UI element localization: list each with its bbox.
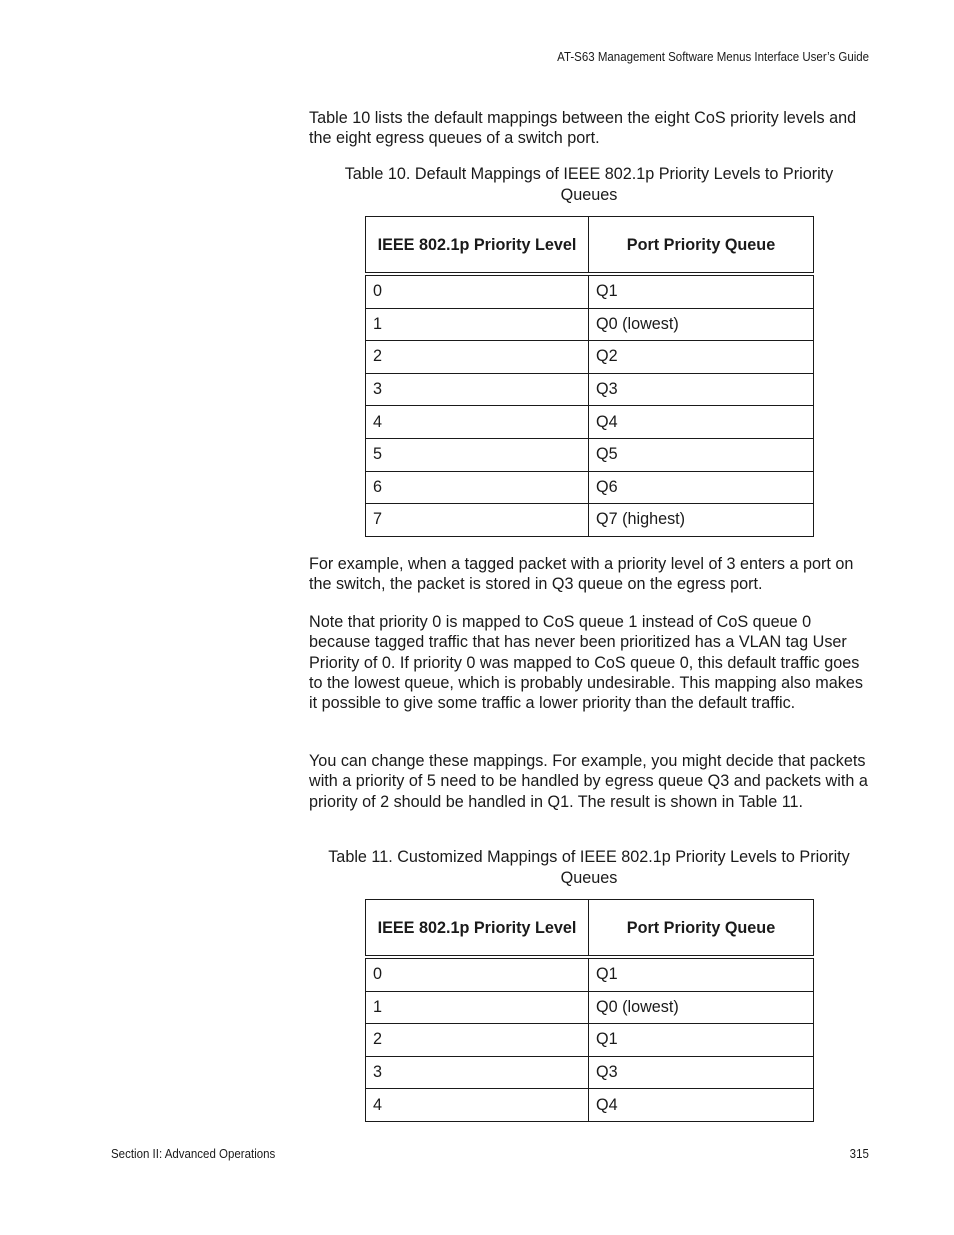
queue-cell: Q1 [589, 957, 814, 991]
queue-cell: Q2 [589, 341, 814, 374]
footer-page-number: 315 [849, 1147, 869, 1161]
queue-cell: Q1 [589, 274, 814, 308]
note-paragraph: Note that priority 0 is mapped to CoS queue 1 instead of CoS queue 0 because tagged traffic that has never been prioritized has a VLAN tag User Priority of 0. If priority 0 was mapped to CoS queue 0, this default traffic goes to the lowest queue, which is probably undesirable. This mapping also makes it possible to give some traffic a lower priority than the default traffic. [309, 613, 863, 713]
priority-level-cell: 1 [366, 991, 589, 1024]
header-port-priority-queue: Port Priority Queue [589, 217, 814, 275]
priority-level-cell: 4 [366, 1089, 589, 1122]
priority-level-cell: 2 [366, 1024, 589, 1057]
queue-cell: Q5 [589, 438, 814, 471]
table-header-row [366, 900, 814, 958]
priority-level-cell: 5 [366, 438, 589, 471]
table-row [366, 1024, 814, 1057]
table-10 [365, 216, 814, 537]
queue-cell: Q6 [589, 471, 814, 504]
change-mappings-paragraph: You can change these mappings. For example, you might decide that packets with a priority of 5 need to be handled by egress queue Q3 and packets with a priority of 2 should be handled in Q1. The result is shown in Table 11. [309, 752, 868, 811]
table-row [366, 341, 814, 374]
queue-cell: Q0 (lowest) [589, 991, 814, 1024]
queue-cell: Q3 [589, 373, 814, 406]
table-header-row [366, 217, 814, 275]
table-row [366, 1056, 814, 1089]
priority-level-cell: 0 [366, 274, 589, 308]
priority-level-cell: 6 [366, 471, 589, 504]
priority-level-cell: 4 [366, 406, 589, 439]
table-row [366, 1089, 814, 1122]
queue-cell: Q4 [589, 406, 814, 439]
table-row [366, 438, 814, 471]
table-row [366, 274, 814, 308]
intro-paragraph: Table 10 lists the default mappings between the eight CoS priority levels and the eight egress queues of a switch port. [309, 109, 857, 148]
priority-level-cell: 1 [366, 308, 589, 341]
priority-level-cell: 2 [366, 341, 589, 374]
priority-level-cell: 3 [366, 1056, 589, 1089]
queue-cell: Q4 [589, 1089, 814, 1122]
table-11-caption: Table 11. Customized Mappings of IEEE 802.1p Priority Levels to Priority Queues [328, 848, 850, 887]
priority-level-cell: 0 [366, 957, 589, 991]
queue-cell: Q1 [589, 1024, 814, 1057]
priority-level-cell: 7 [366, 504, 589, 537]
table-row [366, 308, 814, 341]
table-row [366, 504, 814, 537]
queue-cell: Q3 [589, 1056, 814, 1089]
table-row [366, 373, 814, 406]
queue-cell: Q7 (highest) [589, 504, 814, 537]
table-10-caption: Table 10. Default Mappings of IEEE 802.1p Priority Levels to Priority Queues [344, 165, 834, 204]
table-row [366, 406, 814, 439]
running-header: AT-S63 Management Software Menus Interface User’s Guide [557, 50, 869, 64]
example-paragraph: For example, when a tagged packet with a priority level of 3 enters a port on the switch, the packet is stored in Q3 queue on the egress port. [309, 555, 854, 594]
table-row [366, 991, 814, 1024]
table-row [366, 957, 814, 991]
table-11 [365, 899, 814, 1122]
priority-level-cell: 3 [366, 373, 589, 406]
header-priority-level: IEEE 802.1p Priority Level [366, 900, 589, 958]
header-priority-level: IEEE 802.1p Priority Level [366, 217, 589, 275]
table-row [366, 471, 814, 504]
queue-cell: Q0 (lowest) [589, 308, 814, 341]
footer-section-label: Section II: Advanced Operations [111, 1147, 276, 1161]
header-port-priority-queue: Port Priority Queue [589, 900, 814, 958]
